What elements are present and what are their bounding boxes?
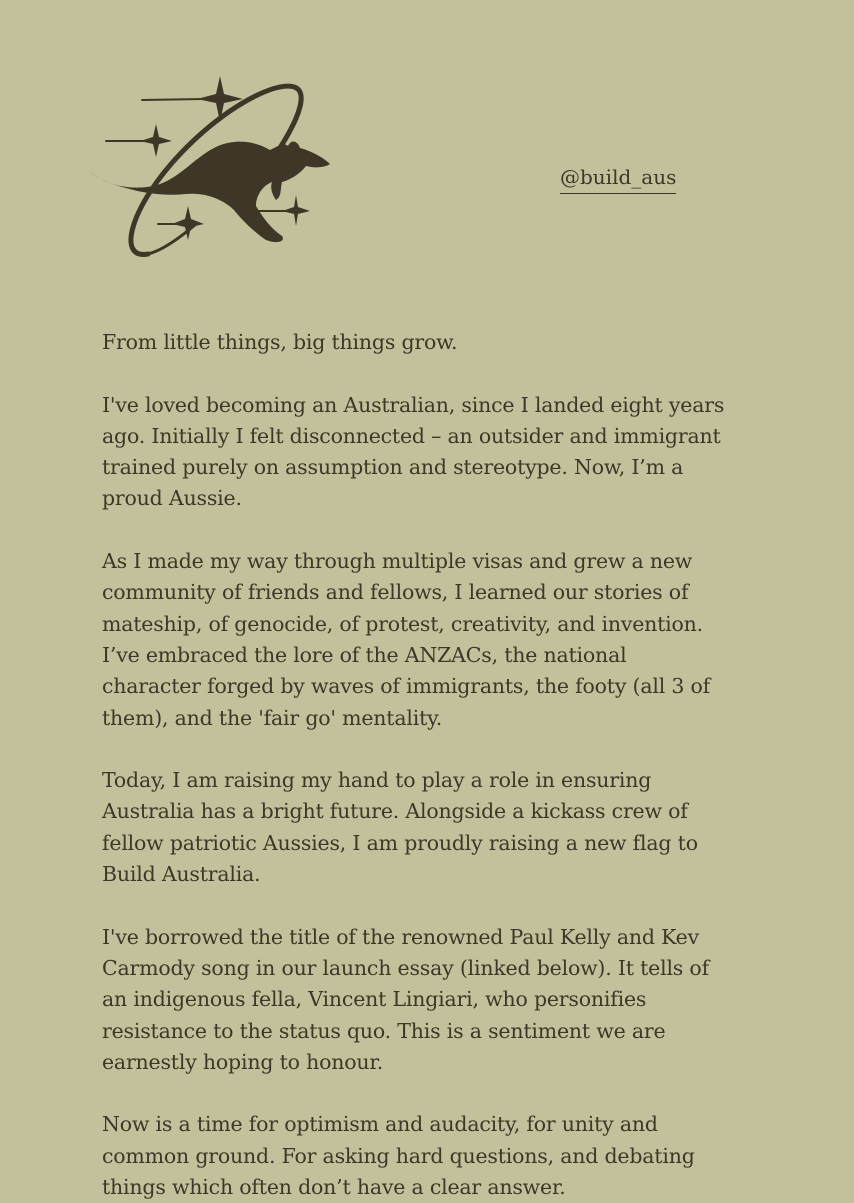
letter-line: Australia has a bright future. Alongside a kickass crew of	[102, 799, 688, 824]
letter-line: As I made my way through multiple visas and grew a new	[102, 549, 693, 574]
letter-paragraph	[102, 327, 782, 358]
letter-line: Today, I am raising my hand to play a role in ensuring	[102, 768, 652, 793]
letter-line: Build Australia.	[102, 862, 261, 887]
letter-line: character forged by waves of immigrants, the footy (all 3 of	[102, 674, 711, 699]
letter-paragraph	[102, 546, 782, 734]
letter-line: common ground. For asking hard questions, and debating	[102, 1143, 695, 1168]
letter-line: fellow patriotic Aussies, I am proudly raising a new flag to	[102, 830, 698, 855]
letter-line: I’ve embraced the lore of the ANZACs, the national	[102, 642, 627, 667]
letter-line: an indigenous fella, Vincent Lingiari, who personifies	[102, 987, 647, 1012]
letter-line: Now is a time for optimism and audacity, for unity and	[102, 1112, 658, 1137]
letter-line: I've borrowed the title of the renowned Paul Kelly and Kev	[102, 924, 699, 949]
letter-body	[102, 327, 782, 1203]
letter-line: earnestly hoping to honour.	[102, 1049, 384, 1074]
build-australia-logo	[86, 76, 336, 266]
letter-paragraph	[102, 922, 782, 1078]
letter-line: Carmody song in our launch essay (linked below). It tells of	[102, 955, 709, 980]
letter-line: community of friends and fellows, I learned our stories of	[102, 580, 689, 605]
letter-line: I've loved becoming an Australian, since I landed eight years	[102, 392, 725, 417]
letter-line: resistance to the status quo. This is a sentiment we are	[102, 1018, 666, 1043]
letter-paragraph	[102, 1109, 782, 1203]
kangaroo-orbit-stars-icon	[86, 76, 336, 266]
letter-line: trained purely on assumption and stereotype. Now, I’m a	[102, 455, 684, 480]
twitter-handle-link[interactable]: @build_aus	[560, 164, 676, 194]
letter-line: them), and the 'fair go' mentality.	[102, 705, 443, 730]
letter-line: proud Aussie.	[102, 486, 242, 511]
letter-line: mateship, of genocide, of protest, creativity, and invention.	[102, 611, 703, 636]
letter-line: things which often don’t have a clear answer.	[102, 1175, 566, 1200]
letter-paragraph	[102, 765, 782, 890]
letter-line: ago. Initially I felt disconnected – an outsider and immigrant	[102, 423, 721, 448]
letter-paragraph	[102, 390, 782, 515]
star-icon	[172, 206, 204, 240]
letter-line: From little things, big things grow.	[102, 330, 458, 354]
